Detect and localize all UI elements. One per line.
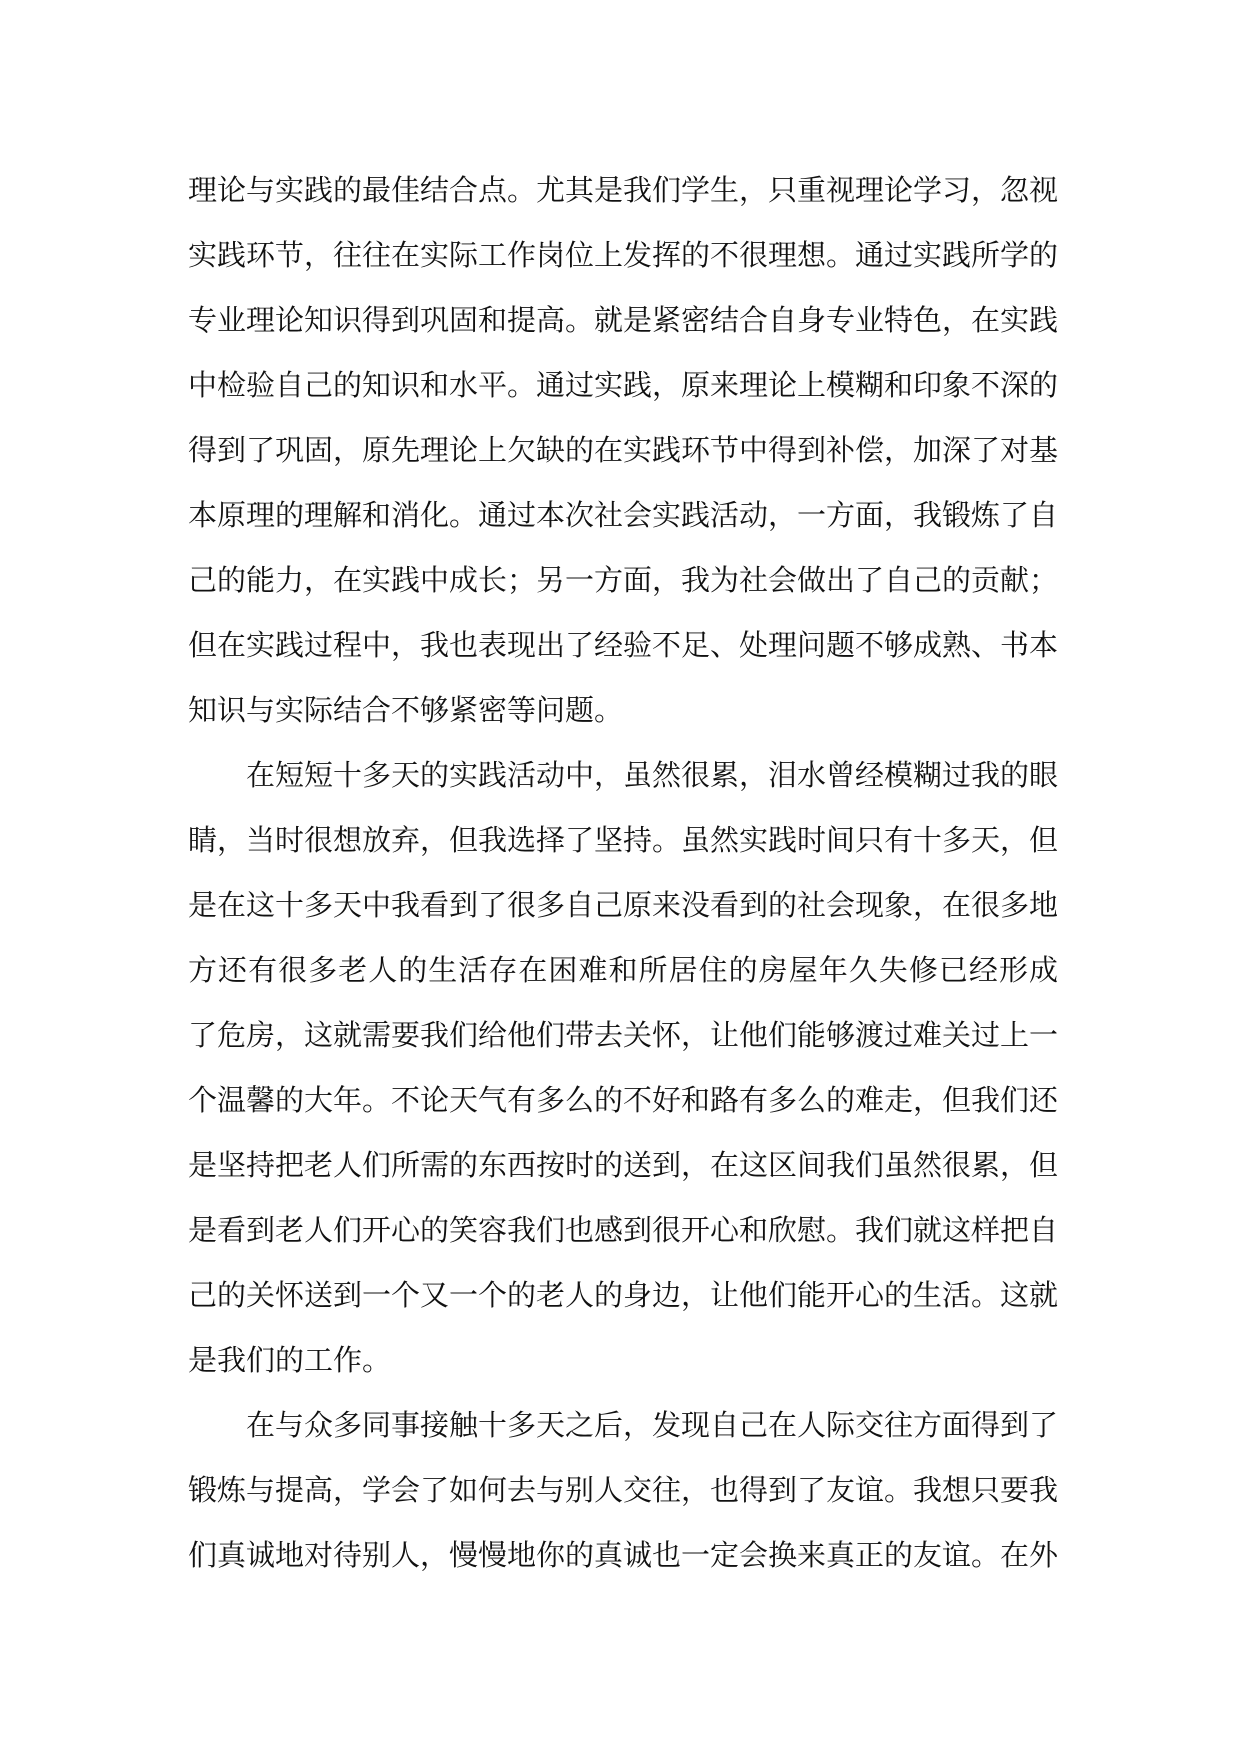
text-line: 但在实践过程中，我也表现出了经验不足、处理问题不够成熟、书本 <box>188 628 1058 662</box>
text-line: 实践环节，往往在实际工作岗位上发挥的不很理想。通过实践所学的 <box>188 238 1058 272</box>
paragraph-first-line: 在短短十多天的实践活动中，虽然很累，泪水曾经模糊过我的眼 <box>246 758 1058 792</box>
text-line: 本原理的理解和消化。通过本次社会实践活动，一方面，我锻炼了自 <box>188 498 1058 532</box>
text-line: 得到了巩固，原先理论上欠缺的在实践环节中得到补偿，加深了对基 <box>188 433 1058 467</box>
text-line: 了危房，这就需要我们给他们带去关怀，让他们能够渡过难关过上一 <box>188 1018 1058 1052</box>
text-line: 方还有很多老人的生活存在困难和所居住的房屋年久失修已经形成 <box>188 953 1058 987</box>
text-line: 个温馨的大年。不论天气有多么的不好和路有多么的难走，但我们还 <box>188 1083 1058 1117</box>
text-line: 睛，当时很想放弃，但我选择了坚持。虽然实践时间只有十多天，但 <box>188 823 1058 857</box>
text-line: 是我们的工作。 <box>188 1343 392 1377</box>
text-line: 己的关怀送到一个又一个的老人的身边，让他们能开心的生活。这就 <box>188 1278 1058 1312</box>
paragraph-first-line: 在与众多同事接触十多天之后，发现自己在人际交往方面得到了 <box>246 1408 1058 1442</box>
text-line: 知识与实际结合不够紧密等问题。 <box>188 693 624 727</box>
text-line: 理论与实践的最佳结合点。尤其是我们学生，只重视理论学习，忽视 <box>188 173 1058 207</box>
text-line: 中检验自己的知识和水平。通过实践，原来理论上模糊和印象不深的 <box>188 368 1058 402</box>
text-line: 己的能力，在实践中成长；另一方面，我为社会做出了自己的贡献； <box>188 563 1058 597</box>
body-text <box>188 158 1058 1588</box>
text-line: 专业理论知识得到巩固和提高。就是紧密结合自身专业特色，在实践 <box>188 303 1058 337</box>
text-line: 是坚持把老人们所需的东西按时的送到，在这区间我们虽然很累，但 <box>188 1148 1058 1182</box>
text-line: 是在这十多天中我看到了很多自己原来没看到的社会现象，在很多地 <box>188 888 1058 922</box>
text-line: 锻炼与提高，学会了如何去与别人交往，也得到了友谊。我想只要我 <box>188 1473 1058 1507</box>
text-line: 是看到老人们开心的笑容我们也感到很开心和欣慰。我们就这样把自 <box>188 1213 1058 1247</box>
text-line: 们真诚地对待别人，慢慢地你的真诚也一定会换来真正的友谊。在外 <box>188 1538 1058 1572</box>
